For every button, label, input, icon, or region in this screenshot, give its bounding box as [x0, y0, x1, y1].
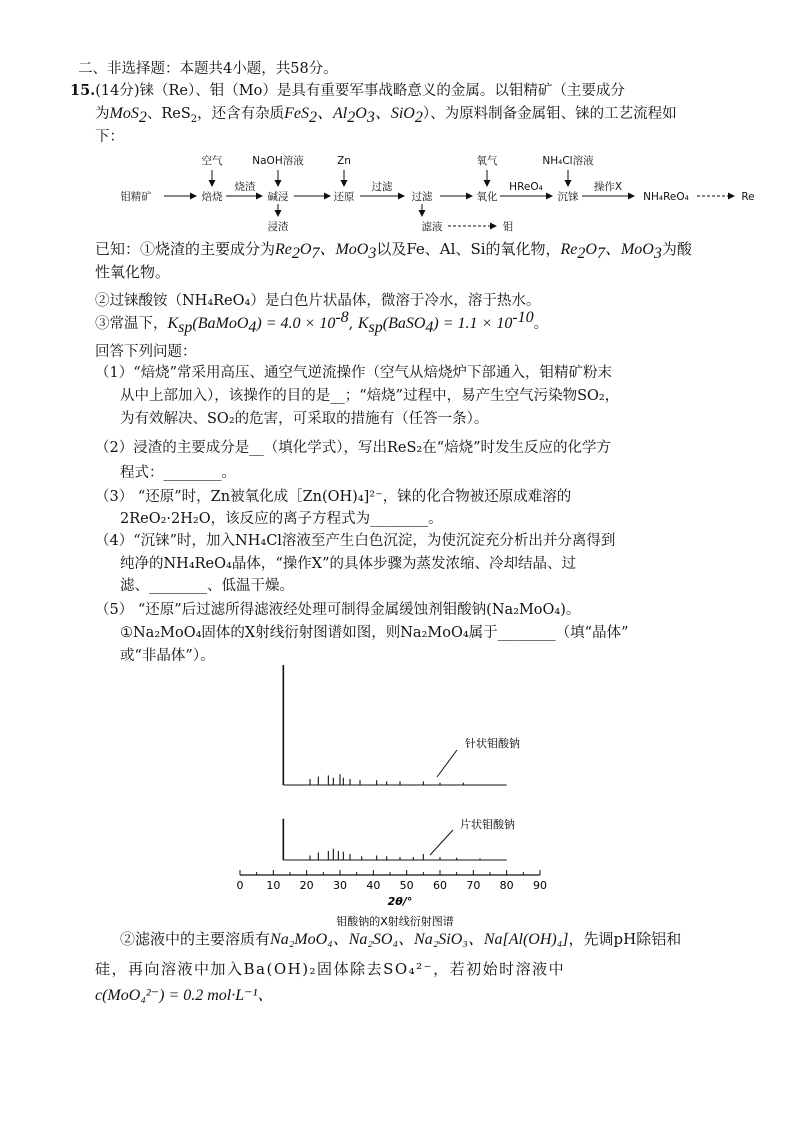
ksp-value-2: ) = 1.1 × 10 [433, 315, 513, 332]
label-ore: 钼精矿 [120, 191, 152, 203]
ksp-symbol: K [357, 315, 369, 332]
part1-line-1: （1）“焙烧”常采用高压、通空气逆流操作（空气从焙烧炉下部通入，钼精矿粉末 [95, 365, 613, 381]
x-tick-label: 50 [399, 879, 414, 892]
part5-line-3: 或“非晶体”）。 [120, 648, 215, 664]
section-title: 二、非选择题：本题共4小题，共58分。 [78, 61, 338, 77]
p5-text: ，先调pH除铝和 [568, 930, 682, 948]
legend-flake: 片状钼酸钠 [460, 818, 515, 831]
part2-line-1: （2）浸渣的主要成分是__（填化学式），写出ReS₂在“焙烧”时发生反应的化学方 [95, 440, 612, 456]
ksp-symbol: K [167, 315, 179, 332]
intro-text: ，还含有杂质 [197, 106, 285, 122]
label-filtrate: 滤液 [421, 221, 443, 233]
formula-re2o7: Re [275, 241, 292, 258]
formula-fes2: FeS [284, 105, 310, 122]
ksp-exp-2: -10 [512, 309, 534, 327]
formula-re2o7: Re [560, 241, 578, 258]
formula-moo3: 、MoO [604, 241, 654, 258]
x-tick-label: 20 [299, 879, 314, 892]
part4-line-2: 纯净的NH₄ReO₄晶体，“操作X”的具体步骤为蒸发浓缩、冷却结晶、过 [120, 556, 576, 572]
label-leach-residue: 浸渣 [267, 221, 289, 233]
p5-text: ②滤液中的主要溶质有 [120, 930, 271, 948]
part5-line-5: 硅，再向溶液中加入Ba(OH)₂固体除去SO₄²⁻，若初始时溶液中 [95, 960, 566, 978]
label-hreo4: HReO₄ [509, 181, 543, 193]
intro-text-1: 铼（Re）、钼（Mo）是具有重要军事战略意义的金属。以钼精矿（主要成分 [139, 83, 625, 99]
intro-text: ）、为原料制备金属钼、铼的工艺流程如 [422, 106, 677, 122]
x-tick-label: 70 [466, 879, 481, 892]
separator: , [348, 316, 358, 332]
known-line-3: ②过铼酸铵（NH₄ReO₄）是白色片状晶体，微溶于冷水，溶于热水。 [95, 293, 541, 309]
x-axis-label: 2θ/° [387, 895, 413, 908]
label-nh4cl: NH₄Cl溶液 [542, 155, 594, 167]
label-filter-node: 过滤 [411, 191, 433, 203]
ksp-exp-1: -8 [335, 309, 349, 327]
label-oxidize: 氧化 [476, 191, 498, 203]
label-air: 空气 [201, 155, 223, 167]
formula-bamoo4: (BaMoO [192, 315, 249, 332]
part5-line-1: （5） “还原”后过滤所得滤液经处理可制得金属缓蚀剂钼酸钠(Na₂MoO₄)。 [95, 602, 581, 618]
x-tick-label: 0 [236, 879, 244, 892]
known-text: ③常温下， [95, 316, 168, 332]
part3-line-1: （3） “还原”时，Zn被氧化成［Zn(OH)₄]²⁻，铼的化合物被还原成难溶的 [95, 489, 572, 505]
formula-re2o7-o: O [299, 241, 312, 258]
label-re: Re [741, 191, 755, 203]
part4-line-1: （4）“沉铼”时，加入NH₄Cl溶液至产生白色沉淀，为使沉淀充分析出并分离得到 [95, 533, 616, 549]
part3-line-2: 2ReO₂·2H₂O，该反应的离子方程式为________。 [120, 511, 443, 527]
label-roast: 焙烧 [201, 191, 223, 203]
formula-moo3: 、MoO [319, 241, 369, 258]
x-tick-label: 90 [533, 879, 547, 892]
legend-flake-arrow [430, 830, 453, 855]
ksp-value-1: ) = 4.0 × 10 [256, 315, 336, 332]
x-tick-label: 40 [366, 879, 381, 892]
formula-mos2: MoS [109, 105, 139, 122]
formula-al2o3-o: O [355, 105, 367, 122]
part5-line-2: ①Na₂MoO₄固体的X射线衍射图谱如图，则Na₂MoO₄属于________（填“晶体” [120, 625, 629, 641]
formula-res2: 、ReS [146, 106, 191, 122]
question-number: 15. [70, 82, 96, 99]
q15-intro-line-2: 为MoS$_2$、ReS$_2$，还含有杂质FeS$_2$、$Al_2O_3$、SiO$_2$）、为原料制备金属钼、铼的工艺流程如 [95, 105, 677, 126]
part2-line-2: 程式：________。 [120, 465, 236, 481]
intro-text: 为 [95, 106, 110, 122]
known-text: 已知：①烧渣的主要成分为 [95, 240, 276, 258]
formula-re2o7-o: O [585, 241, 597, 258]
question-score: (14分) [95, 83, 140, 99]
part4-line-3: 滤、________、低温干燥。 [120, 578, 294, 594]
label-mo: 钼 [502, 221, 514, 233]
period: 。 [533, 316, 549, 332]
legend-needle-arrow [437, 750, 457, 777]
formula-sio2: 、SiO [374, 105, 415, 122]
ksp-sub: sp [178, 318, 193, 336]
part1-line-3: 为有效解决、SO₂的危害，可采取的措施有（任答一条）。 [120, 411, 489, 427]
known-line-2: 性氧化物。 [95, 263, 171, 281]
solute-formulas: Na₂MoO₄、Na₂SO₄、Na₂SiO₃、Na[Al(OH)₄] [270, 931, 569, 948]
known-line-4: ③常温下，$K_{sp}(BaMoO_4) = 4.0 \times 10^{-8}$, $K_{sp}(BaSO_4) = 1.1 \times 10^{-10}$。 [95, 309, 549, 336]
process-flow-diagram [112, 150, 755, 235]
part1-line-2: 从中上部加入），该操作的目的是__；“焙烧”过程中，易产生空气污染物SO₂， [120, 388, 620, 404]
part5-line-4 [120, 928, 681, 951]
label-opx: 操作X [593, 181, 623, 193]
legend-needle: 针状钼酸钠 [465, 737, 520, 750]
label-naoh: NaOH溶液 [252, 155, 304, 167]
chart-title: 钼酸钠的X射线衍射图谱 [336, 915, 454, 928]
known-text: 为酸 [661, 240, 692, 258]
x-tick-label: 80 [499, 879, 514, 892]
part5-line-6: c(MoO₄²⁻) = 0.2 mol·L⁻¹、 [95, 987, 274, 1004]
x-tick-label: 10 [266, 879, 281, 892]
answer-prompt: 回答下列问题： [95, 344, 197, 360]
known-line-1: 已知：①烧渣的主要成分为$Re_2O_7$、MoO$_3$以及Fe、Al、Si的氧化物，$Re_2O_7$、MoO$_3$为酸 [95, 240, 692, 262]
formula-baso4: (BaSO [382, 315, 426, 332]
known-text: 以及Fe、Al、Si的氧化物， [376, 240, 561, 258]
q15-intro-line-1 [70, 80, 625, 102]
label-nh4reo4: NH₄ReO₄ [643, 191, 689, 203]
label-o2: 氧气 [476, 155, 498, 167]
q15-intro-line-3: 下： [95, 129, 124, 145]
xrd-chart [225, 660, 565, 930]
label-leach: 碱浸 [267, 191, 289, 203]
label-filter: 过滤 [371, 181, 393, 193]
label-reduce: 还原 [333, 191, 355, 203]
label-precip: 沉铼 [557, 191, 579, 203]
x-tick-label: 60 [433, 879, 447, 892]
label-residue: 烧渣 [234, 181, 256, 193]
ksp-sub: sp [368, 318, 383, 336]
label-zn: Zn [337, 155, 351, 167]
formula-al2o3: 、Al [317, 105, 348, 122]
x-tick-label: 30 [333, 879, 347, 892]
